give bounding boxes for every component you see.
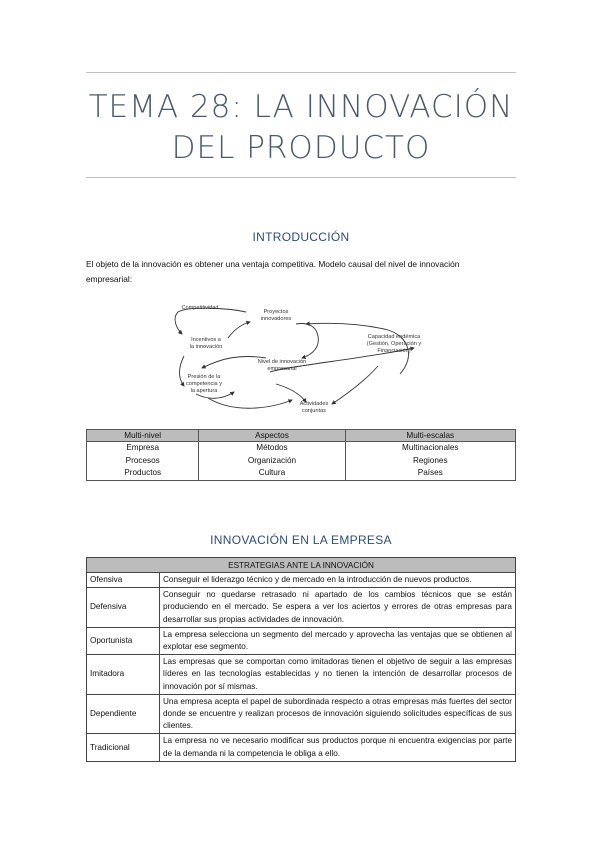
node-competitividad: Competitividad [181, 305, 219, 311]
intro-paragraph-line-2: empresarial: [86, 274, 133, 284]
table-row [87, 573, 516, 588]
strategy-description: La empresa no ve necesario modificar sus productos porque ni encuentra exigencias por parte de la demanda ni la competencia le obliga a ello. [160, 734, 516, 761]
levels-table-header-row [87, 430, 516, 442]
intro-heading: INTRODUCCIÓN [252, 230, 350, 244]
strategy-description: Conseguir no quedarse retrasado ni apartado de los cambios técnicos que se están produciendo en el mercado. Se espera a ver los aciertos y errores de otras empresas para desarrollar sus propias actividades de innovación. [160, 588, 516, 628]
levels-table [86, 429, 516, 481]
node-presion-l1: Presión de la [187, 374, 221, 380]
node-actividades-l2: conjuntas [302, 408, 326, 414]
levels-header-multinivel: Multi-nivel [87, 430, 199, 442]
table-cell: Países [345, 467, 515, 480]
levels-header-aspectos: Aspectos [199, 430, 345, 442]
strategy-description: La empresa selecciona un segmento del mercado y aprovecha las ventajas que se obtienen al explotar ese segmento. [160, 627, 516, 654]
strategies-header-row [87, 558, 516, 573]
table-cell: Procesos [87, 455, 199, 468]
node-incentivos-l2: la innovación [189, 344, 223, 350]
strategy-name: Tradicional [87, 734, 160, 761]
node-presion-l2: competencia y [185, 381, 223, 387]
node-nivel-l1: Nivel de innovación [257, 359, 307, 365]
table-row [87, 588, 516, 628]
node-proyectos-l1: Proyectos [263, 309, 289, 315]
node-nivel-l2: empresarial [267, 366, 297, 372]
strategies-table [86, 557, 516, 762]
innovation-causal-diagram [168, 296, 442, 418]
table-row [87, 734, 516, 761]
table-row [87, 467, 516, 480]
page-title-line-2: DEL PRODUCTO [171, 130, 431, 166]
levels-header-multiescalas: Multi-escalas [345, 430, 515, 442]
table-row [87, 442, 516, 455]
strategy-name: Oportunista [87, 627, 160, 654]
node-capacidad-l2: (Gestión, Operación y [366, 341, 422, 347]
strategy-name: Imitadora [87, 655, 160, 695]
table-row [87, 655, 516, 695]
node-capacidad-l1: Capacidad endémica [367, 334, 421, 340]
strategies-header: ESTRATEGIAS ANTE LA INNOVACIÓN [87, 558, 516, 573]
node-proyectos-l2: innovadores [260, 316, 292, 322]
node-capacidad-l3: Financiación) [377, 348, 411, 354]
strategy-name: Defensiva [87, 588, 160, 628]
node-incentivos-l1: Incentivos a [191, 337, 221, 343]
node-actividades-l1: Actividades [299, 401, 329, 407]
strategy-description: Conseguir el liderazgo técnico y de mercado en la introducción de nuevos productos. [160, 573, 516, 588]
strategy-name: Dependiente [87, 694, 160, 734]
intro-paragraph-line-1: El objeto de la innovación es obtener una ventaja competitiva. Modelo causal del nivel de innovación [86, 259, 460, 269]
table-cell: Productos [87, 467, 199, 480]
table-cell: Empresa [87, 442, 199, 455]
table-row [87, 627, 516, 654]
table-row [87, 455, 516, 468]
top-rule [86, 72, 516, 73]
table-cell: Cultura [199, 467, 345, 480]
strategy-name: Ofensiva [87, 573, 160, 588]
strategy-description: Las empresas que se comportan como imitadoras tienen el objetivo de seguir a las empresas líderes en las tecnologías establecidas y no tienen la intención de desarrollar procesos de innovación por sí mismas. [160, 655, 516, 695]
table-cell: Multinacionales [345, 442, 515, 455]
table-cell: Regiones [345, 455, 515, 468]
table-row [87, 694, 516, 734]
strategy-description: Una empresa acepta el papel de subordinada respecto a otras empresas más fuertes del sector donde se encuentre y realizan procesos de innovación siguiendo solicitudes específicas de sus clientes. [160, 694, 516, 734]
section-heading-innovacion-empresa: INNOVACIÓN EN LA EMPRESA [210, 533, 392, 547]
node-presion-l3: la apertura [190, 388, 218, 394]
table-cell: Organización [199, 455, 345, 468]
page-title-line-1: TEMA 28: LA INNOVACIÓN [88, 89, 514, 125]
title-bottom-rule [86, 177, 516, 178]
table-cell: Métodos [199, 442, 345, 455]
